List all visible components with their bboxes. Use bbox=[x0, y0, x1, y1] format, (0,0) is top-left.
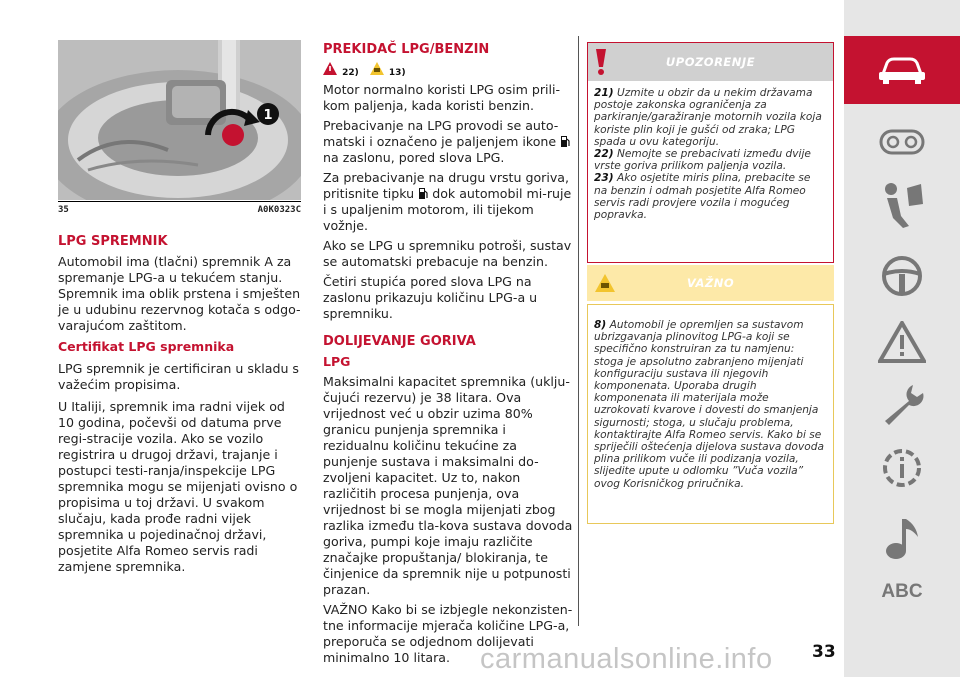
info-gear-icon bbox=[878, 444, 926, 492]
column-2 bbox=[323, 42, 573, 666]
caution-triangle-icon bbox=[370, 62, 384, 75]
figure-code: A0K0323C bbox=[257, 205, 301, 215]
music-note-icon bbox=[882, 515, 922, 561]
subheading-certificate: Certifikat LPG spremnika bbox=[58, 339, 235, 354]
warning-box bbox=[587, 42, 834, 263]
ref-13: 13) bbox=[388, 68, 406, 78]
column-1 bbox=[58, 234, 303, 575]
car-icon bbox=[877, 56, 927, 84]
lpg-tank-photo bbox=[58, 40, 301, 200]
paragraph: Automobil ima (tlačni) spremnik A za spremanje LPG-a u tekućem stanju. Spremnik ima oblik prstena i smješten je u udubinu rezervnog kotača s odgo-varajućom zaštitom. bbox=[58, 254, 301, 333]
reference-row bbox=[323, 60, 573, 78]
important-box bbox=[587, 304, 834, 524]
paragraph: Ako se LPG u spremniku potroši, sustav se automatski prebacuje na benzin. bbox=[323, 238, 572, 269]
sidebar-item-safety[interactable] bbox=[844, 180, 960, 232]
sidebar-item-dashboard[interactable] bbox=[844, 122, 960, 162]
subheading-lpg: LPG bbox=[323, 354, 351, 369]
paragraph: Maksimalni kapacitet spremnika (uklju-čujući rezervu) je 38 litara. Ova vrijednost već u obzir uzima 80% granicu punjenja spremnika i rezidualnu količinu tekućine za punjenje sustava i maksimalni do-zvoljeni kapacitet. Uz to, nakon različitih procesa punjenja, ova vrijednost bi se mogla mijenjati zbog razlika između tla-kova sustava dovoda goriva, pumpi koje imaju različite značajke propuštanja/ blokiranja, te činjenice da spremnik nije u potpunosti prazan. bbox=[323, 374, 573, 597]
sidebar-item-multimedia[interactable] bbox=[844, 512, 960, 564]
danger-triangle-icon bbox=[323, 62, 337, 75]
figure-caption bbox=[58, 201, 301, 216]
abc-index-label: ABC bbox=[881, 581, 923, 602]
warning-title: UPOZORENJE bbox=[665, 55, 756, 69]
paragraph: LPG spremnik je certificiran u skladu s važećim propisima. bbox=[58, 361, 299, 392]
important-note: 8) Automobil je opremljen sa sustavom ubrizgavanja plinovitog LPG-a koji se specifično konstruiran za tu namjenu: stoga je apsolutno zabranjeno mijenjati konfiguraciju sustava ili njegovih komponenata. Uporaba drugih komponenata ili materijala može uzrokovati kvarove i dovesti do smanjenja sigurnosti; stoga, u slučaju problema, kontaktirajte Alfa Romeo servis. Kako bi se spriječili oštećenja dijelova sustava dovoda plina prilikom vuče ili podizanja vozila, slijedite upute u odlomku ”Vuča vozila” ovog Korisničkog priručnika. bbox=[594, 319, 824, 490]
steering-wheel-icon bbox=[880, 254, 924, 298]
important-title: VAŽNO bbox=[686, 276, 735, 290]
important-header bbox=[587, 265, 834, 301]
figure-id: 35 bbox=[58, 205, 69, 215]
fuel-pump-icon bbox=[560, 135, 570, 148]
sidebar-item-warnings[interactable] bbox=[844, 316, 960, 368]
instrument-panel-icon bbox=[879, 128, 925, 156]
wrench-icon bbox=[879, 381, 925, 427]
warning-notes bbox=[588, 81, 833, 221]
paragraph-switch-fuel: Za prebacivanje na drugu vrstu goriva, pritisnite tipku dok automobil mi-ruje i s upaljenim motorom, ili tijekom vožnje. bbox=[323, 170, 572, 233]
warning-note: 23) Ako osjetite miris plina, prebacite se na benzin i odmah posjetite Alfa Romeo servis radi provjere vozila i mogućeg popravka. bbox=[594, 172, 811, 222]
lpg-tank-illustration bbox=[58, 40, 301, 200]
sidebar-item-maintenance[interactable] bbox=[844, 440, 960, 496]
ref-22: 22) bbox=[342, 68, 359, 78]
page-number: 33 bbox=[812, 642, 836, 662]
section-heading-switch: PREKIDAČ LPG/BENZIN bbox=[323, 42, 490, 57]
column-divider bbox=[578, 36, 579, 626]
paragraph: VAŽNO Kako bi se izbjegle nekonzisten-tne informacije mjerača količine LPG-a, preporuča se odjednom dolijevati minimalno 10 litara. bbox=[323, 602, 573, 665]
paragraph-lpg-auto: Prebacivanje na LPG provodi se auto-matski i označeno je paljenjem ikone na zaslonu, pored slova LPG. bbox=[323, 118, 573, 166]
warning-note: 22) Nemojte se prebacivati između dvije vrste goriva prilikom paljenja vozila. bbox=[594, 148, 811, 173]
paragraph: Četiri stupića pored slova LPG na zaslonu prikazuju količinu LPG-a u spremniku. bbox=[323, 274, 538, 321]
section-heading-refuel: DOLIJEVANJE GORIVA bbox=[323, 334, 476, 349]
callout-1-label: 1 bbox=[263, 108, 273, 123]
fuel-pump-icon bbox=[418, 187, 428, 200]
sidebar-item-index[interactable] bbox=[844, 575, 960, 609]
warning-triangle-icon bbox=[878, 321, 926, 363]
sidebar-item-emergency[interactable] bbox=[844, 378, 960, 430]
chapter-sidebar bbox=[844, 0, 960, 677]
warning-header bbox=[588, 43, 833, 81]
watermark: carmanualsonline.info bbox=[480, 643, 773, 675]
seatbelt-passenger-icon bbox=[879, 182, 925, 230]
sidebar-item-car[interactable] bbox=[844, 36, 960, 104]
paragraph: Motor normalno koristi LPG osim prili-kom paljenja, kada koristi benzin. bbox=[323, 82, 561, 113]
paragraph: U Italiji, spremnik ima radni vijek od 10 godina, počevši od datuma prve regi-stracije vozila. Ako se vozilo registrira u drugoj državi, trajanje i postupci testi-ranja/inspekcije LPG spremnika mogu se mijenjati ovisno o propisima u toj državi. U svakom slučaju, kada prođe radni vijek spremnika u pojedinačnoj državi, posjetite Alfa Romeo servis radi zamjene spremnika. bbox=[58, 399, 298, 574]
sidebar-item-driving[interactable] bbox=[844, 250, 960, 302]
section-heading-lpg-tank: LPG SPREMNIK bbox=[58, 234, 168, 249]
warning-note: 21) Uzmite u obzir da u nekim državama postoje zakonska ograničenja za parkiranje/garažiranje motornih vozila koja koriste plin koji je gušći od zraka; LPG spada u ovu kategoriju. bbox=[594, 87, 822, 148]
